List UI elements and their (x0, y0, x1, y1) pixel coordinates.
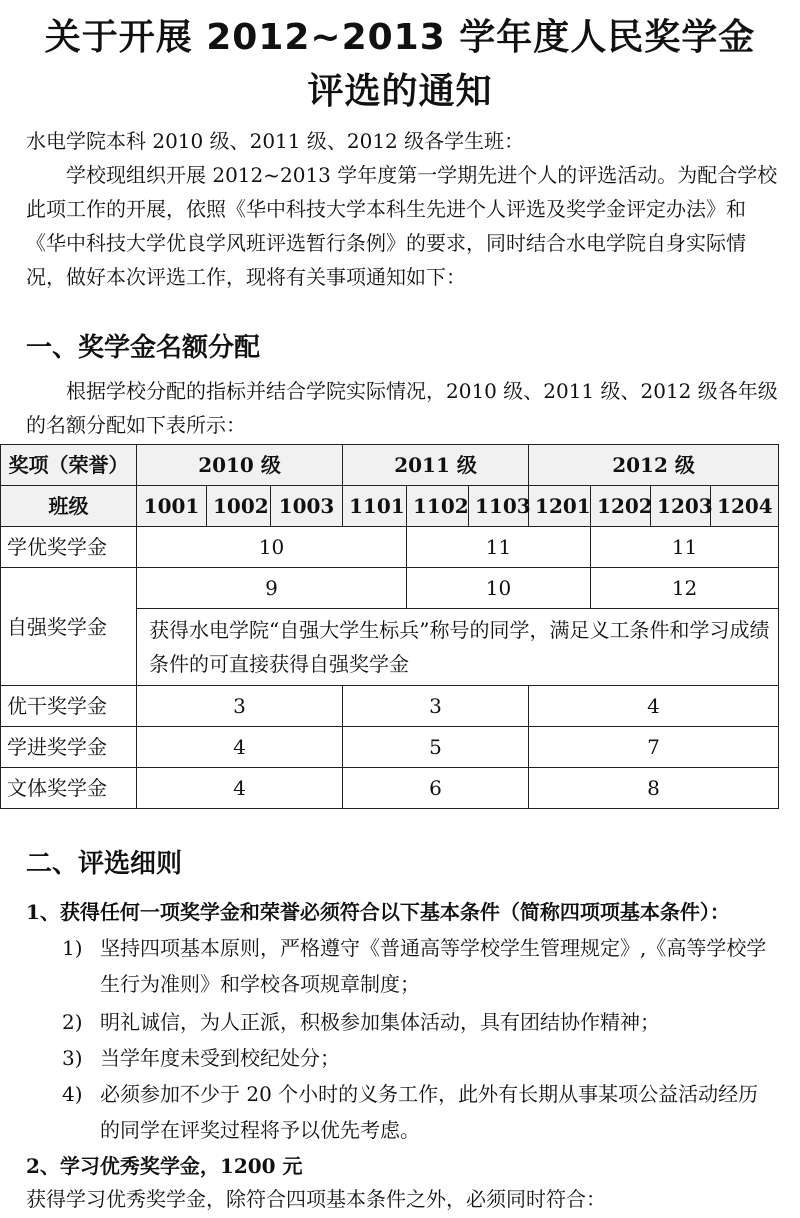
row-label: 文体奖学金 (1, 768, 137, 809)
list-item (26, 1076, 778, 1148)
ziqiang-note: 获得水电学院“自强大学生标兵”称号的同学，满足义工条件和学习成绩条件的可直接获得自强奖学金 (137, 609, 779, 686)
class-cell: 1103 (469, 486, 529, 527)
table-row (1, 527, 779, 568)
class-cell: 1204 (711, 486, 779, 527)
value-cell: 11 (407, 527, 591, 568)
value-cell: 5 (343, 727, 529, 768)
table-row (1, 568, 779, 609)
class-cell: 1002 (207, 486, 271, 527)
section2-sub1: 1、获得任何一项奖学金和荣誉必须符合以下基本条件（简称四项项基本条件）： (26, 900, 730, 924)
row-label: 优干奖学金 (1, 686, 137, 727)
list-text: 必须参加不少于 20 个小时的义务工作，此外有长期从事某项公益活动经历的同学在评奖过程将予以优先考虑。 (100, 1082, 759, 1142)
value-cell: 3 (343, 686, 529, 727)
value-cell: 4 (137, 727, 343, 768)
row-label: 学进奖学金 (1, 727, 137, 768)
header-class: 班级 (1, 486, 137, 527)
list-text: 坚持四项基本原则，严格遵守《普通高等学校学生管理规定》,《高等学校学生行为准则》和学校各项规章制度； (100, 936, 767, 996)
value-cell: 7 (529, 727, 779, 768)
class-cell: 1102 (407, 486, 469, 527)
class-cell: 1003 (271, 486, 343, 527)
list-number: 3) (62, 1046, 83, 1070)
list-text: 当学年度未受到校纪处分； (100, 1046, 340, 1070)
class-cell: 1001 (137, 486, 207, 527)
section1-heading: 一、奖学金名额分配 (26, 333, 261, 363)
class-cell: 1202 (591, 486, 651, 527)
class-cell: 1101 (343, 486, 407, 527)
table-row (1, 727, 779, 768)
document-title-line2: 评选的通知 (307, 71, 493, 112)
section2-last-line: 获得学习优秀奖学金，除符合四项基本条件之外，必须同时符合： (26, 1187, 606, 1211)
header-grade-2010: 2010 级 (137, 445, 343, 486)
row-label: 自强奖学金 (1, 568, 137, 686)
value-cell: 11 (591, 527, 779, 568)
list-item (26, 1040, 778, 1076)
list-number: 2) (62, 1010, 83, 1034)
value-cell: 4 (137, 768, 343, 809)
list-number: 1) (62, 936, 83, 960)
addressee: 水电学院本科 2010 级、2011 级、2012 级各学生班： (26, 129, 525, 153)
class-cell: 1201 (529, 486, 591, 527)
header-grade-2012: 2012 级 (529, 445, 779, 486)
row-label: 学优奖学金 (1, 527, 137, 568)
table-row (1, 768, 779, 809)
value-cell: 10 (407, 568, 591, 609)
table-row (1, 686, 779, 727)
quota-table (0, 444, 779, 809)
value-cell: 4 (529, 686, 779, 727)
list-text: 明礼诚信，为人正派，积极参加集体活动，具有团结协作精神； (100, 1010, 660, 1034)
header-grade-2011: 2011 级 (343, 445, 529, 486)
section1-paragraph: 根据学校分配的指标并结合学院实际情况，2010 级、2011 级、2012 级各年级的名额分配如下表所示： (26, 379, 778, 437)
value-cell: 3 (137, 686, 343, 727)
header-award: 奖项（荣誉） (1, 445, 137, 486)
table-grade-row (1, 445, 779, 486)
list-item (26, 1004, 778, 1040)
list-item (26, 930, 778, 1002)
table-class-row (1, 486, 779, 527)
value-cell: 6 (343, 768, 529, 809)
section2-sub2: 2、学习优秀奖学金，1200 元 (26, 1154, 303, 1178)
value-cell: 10 (137, 527, 407, 568)
value-cell: 12 (591, 568, 779, 609)
class-cell: 1203 (651, 486, 711, 527)
intro-paragraph: 学校现组织开展 2012~2013 学年度第一学期先进个人的评选活动。为配合学校此项工作的开展，依照《华中科技大学本科生先进个人评选及奖学金评定办法》和《华中科技大学优良学风班评选暂行条例》的要求，同时结合水电学院自身实际情况，做好本次评选工作，现将有关事项通知如下： (26, 163, 778, 289)
value-cell: 8 (529, 768, 779, 809)
section2-heading: 二、评选细则 (26, 849, 183, 879)
document-title-line1: 关于开展 2012~2013 学年度人民奖学金 (44, 17, 756, 58)
list-number: 4) (62, 1082, 83, 1106)
value-cell: 9 (137, 568, 407, 609)
